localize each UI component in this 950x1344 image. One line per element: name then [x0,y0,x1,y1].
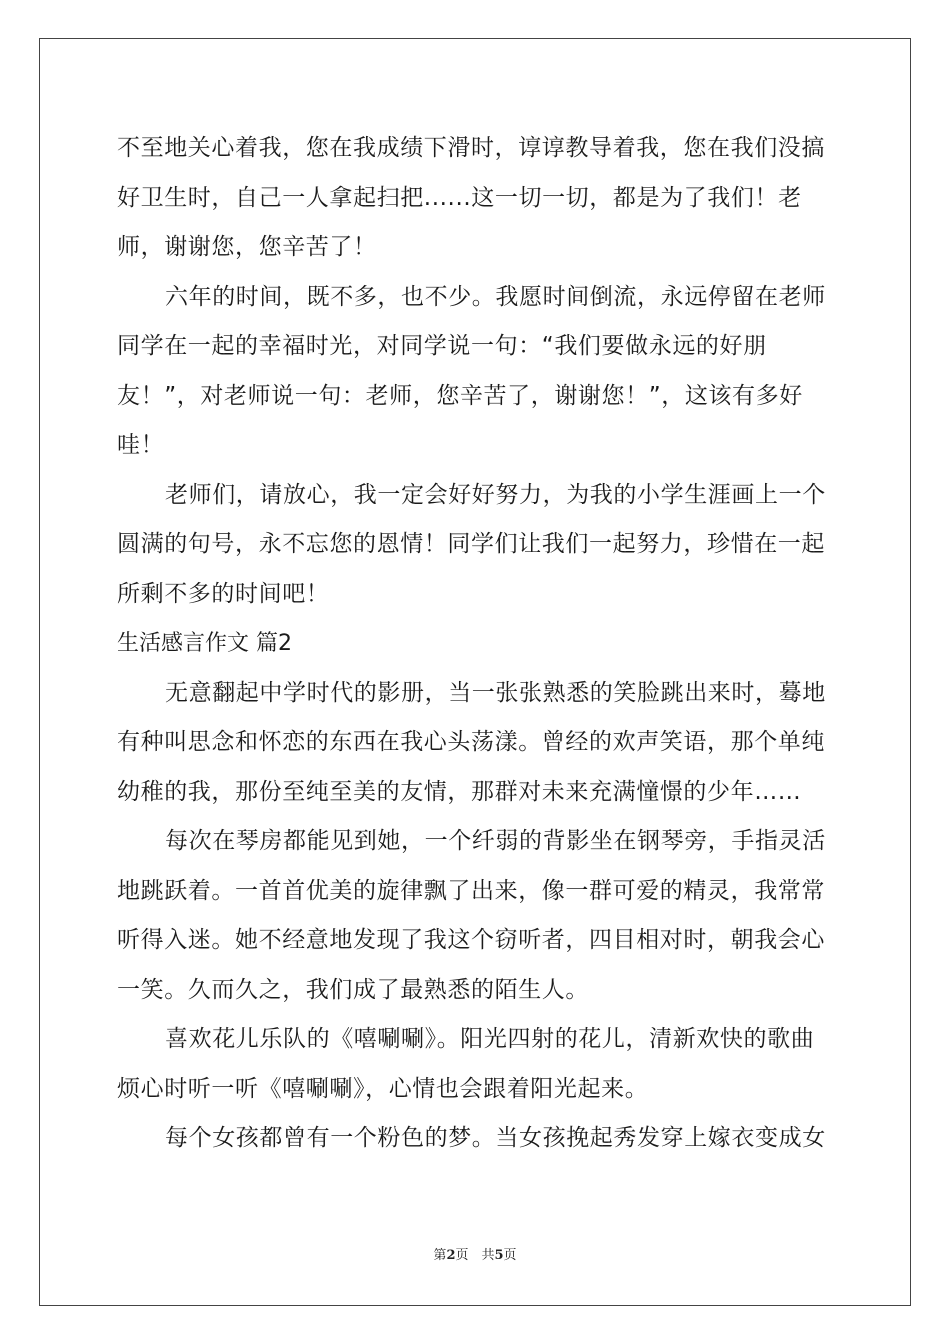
page-mid: 页 共 [455,1248,495,1263]
text-line: 不至地关心着我，您在我成绩下滑时，谆谆教导着我，您在我们没搞 [117,135,825,161]
paragraph-start-line: 每次在琴房都能见到她，一个纤弱的背影坐在钢琴旁，手指灵活 [165,828,826,854]
current-page-number: 2 [446,1248,456,1263]
document-body [117,124,837,1164]
text-line: 地跳跃着。一首首优美的旋律飘了出来，像一群可爱的精灵，我常常 [117,877,825,904]
text-line: 幼稚的我，那份至纯至美的友情，那群对未来充满憧憬的少年…… [117,778,802,805]
section-heading: 生活感言作文 篇2 [117,631,292,656]
paragraph-start-line: 老师们，请放心，我一定会好好努力，为我的小学生涯画上一个 [165,481,826,508]
text-line: 所剩不多的时间吧！ [117,580,330,607]
paragraph-start-line: 无意翻起中学时代的影册，当一张张熟悉的笑脸跳出来时，蓦地 [165,679,826,706]
text-line: 哇！ [117,432,165,458]
paragraph-start-line: 六年的时间，既不多，也不少。我愿时间倒流，永远停留在老师 [165,283,826,310]
text-line: 有种叫思念和怀恋的东西在我心头荡漾。曾经的欢声笑语，那个单纯 [117,729,825,755]
total-page-count: 5 [494,1248,504,1263]
text-line: 圆满的句号，永不忘您的恩情！同学们让我们一起努力，珍惜在一起 [117,531,825,557]
text-line: 师，谢谢您，您辛苦了！ [117,234,377,260]
page-suffix: 页 [503,1248,517,1263]
text-line: 好卫生时，自己一人拿起扫把......这一切一切，都是为了我们！老 [117,184,802,211]
paragraph-start-line: 每个女孩都曾有一个粉色的梦。当女孩挽起秀发穿上嫁衣变成女 [165,1125,826,1151]
text-line: 友！”，对老师说一句：老师，您辛苦了，谢谢您！”，这该有多好 [117,382,803,409]
text-line: 听得入迷。她不经意地发现了我这个窃听者，四目相对时，朝我会心 [117,927,825,953]
page-prefix: 第 [433,1248,447,1263]
paragraph-start-line: 喜欢花儿乐队的《嘻唰唰》。阳光四射的花儿，清新欢快的歌曲 [165,1026,815,1052]
text-line: 烦心时听一听《嘻唰唰》，心情也会跟着阳光起来。 [117,1075,649,1102]
text-line: 一笑。久而久之，我们成了最熟悉的陌生人。 [117,976,589,1003]
text-line: 同学在一起的幸福时光，对同学说一句：“我们要做永远的好朋 [117,333,767,359]
page-footer [0,1244,950,1263]
